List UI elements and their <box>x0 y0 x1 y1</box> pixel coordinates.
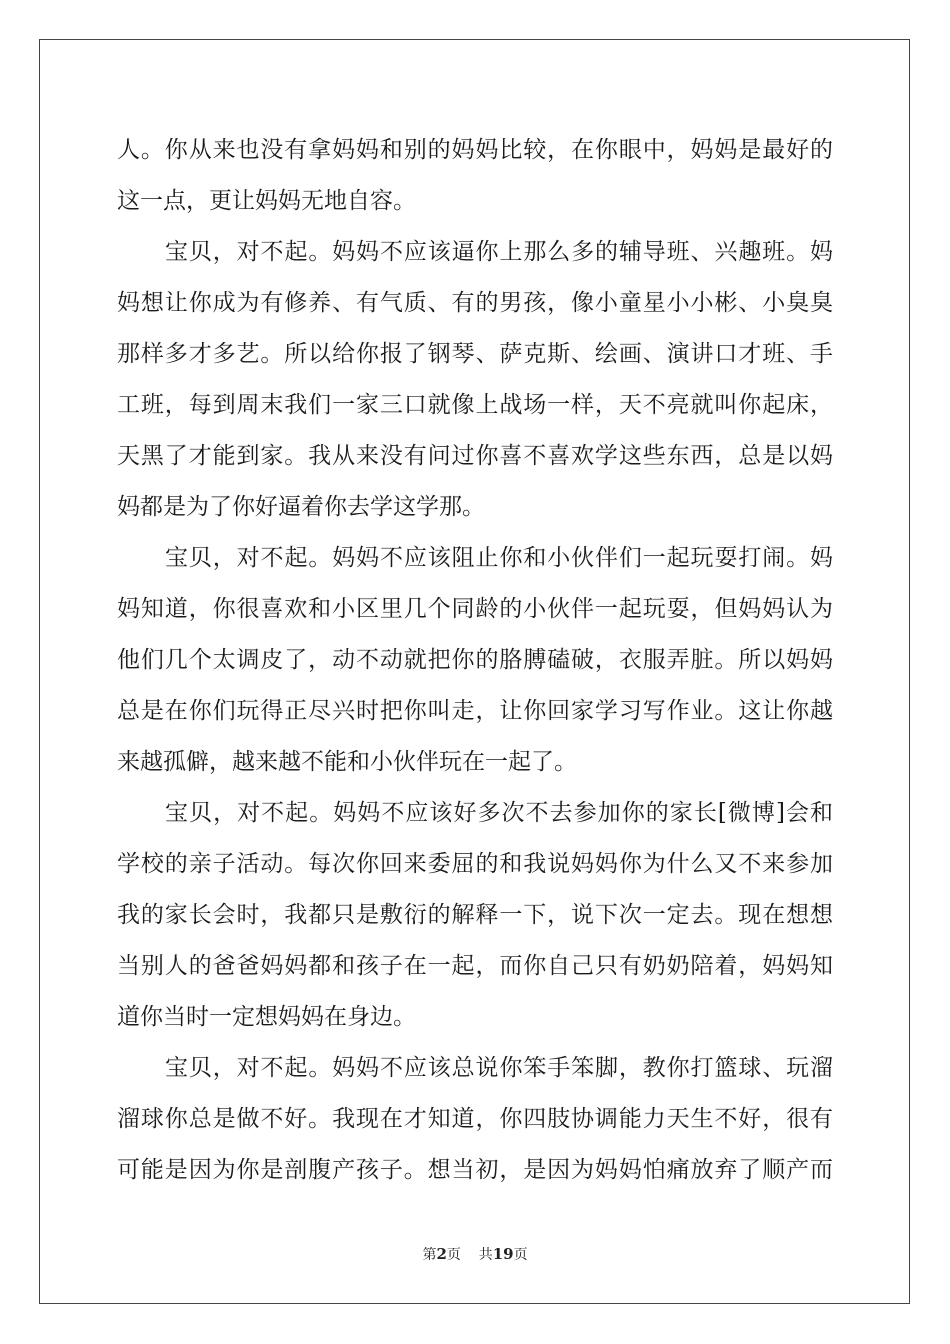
text-line: 当别人的爸爸妈妈都和孩子在一起，而你自己只有奶奶陪着，妈妈知 <box>117 953 833 979</box>
text-line: 妈想让你成为有修养、有气质、有的男孩，像小童星小小彬、小臭臭 <box>117 290 833 316</box>
text-line: 我的家长会时，我都只是敷衍的解释一下，说下次一定去。现在想想 <box>117 902 833 928</box>
text-line: 可能是因为你是剖腹产孩子。想当初，是因为妈妈怕痛放弃了顺产而 <box>117 1157 833 1183</box>
text-line: 人。你从来也没有拿妈妈和别的妈妈比较，在你眼中，妈妈是最好的 <box>117 137 833 163</box>
text-line: 妈知道，你很喜欢和小区里几个同龄的小伙伴一起玩耍，但妈妈认为 <box>117 596 833 622</box>
footer-total-prefix: 共 <box>478 1247 493 1263</box>
page-footer <box>0 1244 950 1264</box>
text-line: 那样多才多艺。所以给你报了钢琴、萨克斯、绘画、演讲口才班、手 <box>117 341 833 367</box>
text-line: 他们几个太调皮了，动不动就把你的胳膊磕破，衣服弄脏。所以妈妈 <box>117 647 833 673</box>
footer-page-suffix: 页 <box>446 1247 461 1263</box>
text-line: 工班，每到周末我们一家三口就像上战场一样，天不亮就叫你起床， <box>117 392 833 418</box>
total-pages: 19 <box>492 1245 514 1263</box>
text-line: 这一点，更让妈妈无地自容。 <box>117 188 416 214</box>
page-number: 2 <box>436 1245 447 1263</box>
text-line: 总是在你们玩得正尽兴时把你叫走，让你回家学习写作业。这让你越 <box>117 698 833 724</box>
text-line: 学校的亲子活动。每次你回来委屈的和我说妈妈你为什么又不来参加 <box>117 851 833 877</box>
paragraph-first-line: 宝贝，对不起。妈妈不应该逼你上那么多的辅导班、兴趣班。妈 <box>165 239 833 265</box>
text-line: 溜球你总是做不好。我现在才知道，你四肢协调能力天生不好，很有 <box>117 1106 833 1132</box>
footer-total-suffix: 页 <box>513 1247 528 1263</box>
footer-prefix: 第 <box>422 1247 437 1263</box>
text-line: 天黑了才能到家。我从来没有问过你喜不喜欢学这些东西，总是以妈 <box>117 443 833 469</box>
text-line: 妈都是为了你好逼着你去学这学那。 <box>117 494 485 520</box>
text-line: 来越孤僻，越来越不能和小伙伴玩在一起了。 <box>117 749 577 775</box>
paragraph-first-line: 宝贝，对不起。妈妈不应该阻止你和小伙伴们一起玩耍打闹。妈 <box>165 545 833 571</box>
paragraph-first-line: 宝贝，对不起。妈妈不应该好多次不去参加你的家长[微博]会和 <box>165 800 833 826</box>
text-line: 道你当时一定想妈妈在身边。 <box>117 1004 416 1030</box>
paragraph-first-line: 宝贝，对不起。妈妈不应该总说你笨手笨脚，教你打篮球、玩溜 <box>165 1055 833 1081</box>
